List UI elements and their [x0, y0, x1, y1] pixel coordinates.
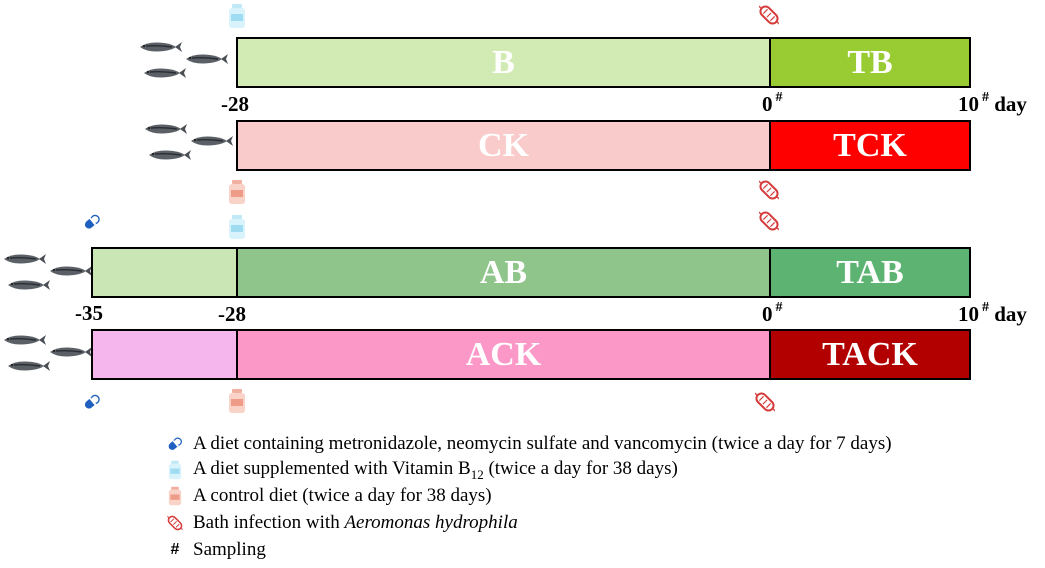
zebrafish-icon — [2, 250, 97, 300]
capsule-icon — [82, 212, 102, 238]
axis-top-tick-10-value: 10 — [958, 92, 979, 116]
axis-top-tick-0 — [762, 90, 783, 116]
sampling-mark: # — [982, 300, 989, 315]
legend-antibiotic-text: A diet containing metronidazole, neomycin sulfate and vancomycin (twice a day for 7 days) — [193, 433, 892, 454]
legend-item-control-diet — [165, 483, 492, 509]
legend-b12-subscript: 12 — [470, 466, 484, 482]
axis-top-tick-minus28: -28 — [221, 92, 249, 116]
zebrafish-icon — [143, 120, 238, 170]
axis-top-tick-0-value: 0 — [762, 92, 773, 116]
legend-b12-prefix: A diet supplemented with Vitamin B — [193, 457, 471, 479]
zebrafish-icon — [138, 38, 233, 88]
zebrafish-icon — [2, 331, 97, 381]
sampling-mark: # — [982, 90, 989, 105]
group-ck-bar — [236, 120, 771, 171]
legend-infection-text — [193, 512, 518, 534]
group-tab-bar — [769, 247, 971, 298]
legend-infection-prefix: Bath infection with — [193, 512, 345, 533]
axis-bottom-tick-0 — [762, 300, 783, 326]
group-tab-label: TAB — [836, 253, 904, 291]
legend-control-text: A control diet (twice a day for 38 days) — [193, 485, 492, 506]
bacterium-icon — [759, 177, 779, 203]
group-ack-bar — [236, 329, 771, 380]
group-tck-bar — [769, 120, 971, 171]
vitamin-bottle-icon — [165, 459, 185, 481]
bacterium-icon — [165, 512, 185, 534]
legend-item-vitamin-b12 — [165, 457, 678, 483]
axis-top-unit: day — [994, 92, 1027, 116]
group-ack-pre-bar — [91, 329, 238, 380]
group-b-label: B — [492, 43, 515, 81]
legend-item-antibiotic — [165, 431, 892, 457]
axis-bottom-tick-10-value: 10 — [958, 302, 979, 326]
axis-bottom-unit: day — [994, 302, 1027, 326]
legend-item-infection — [165, 510, 518, 536]
vitamin-bottle-icon — [227, 3, 247, 29]
group-b-bar — [236, 37, 771, 88]
axis-bottom-tick-minus28: -28 — [218, 302, 246, 326]
group-ab-bar — [236, 247, 771, 298]
bacterium-icon — [759, 2, 779, 28]
legend-b12-suffix: (twice a day for 38 days) — [483, 457, 678, 479]
capsule-icon — [165, 433, 185, 455]
sampling-symbol: # — [170, 541, 180, 558]
control-bottle-icon — [227, 179, 247, 205]
group-ab-pre-bar — [91, 247, 238, 298]
legend-infection-species: Aeromonas hydrophila — [344, 512, 518, 533]
group-ack-label: ACK — [465, 335, 542, 373]
group-tck-label: TCK — [833, 126, 907, 164]
axis-bottom-tick-minus35: -35 — [75, 301, 103, 325]
capsule-icon — [82, 392, 102, 418]
legend-item-sampling — [165, 537, 266, 563]
axis-bottom-tick-10 — [958, 300, 1027, 326]
axis-top-tick-10 — [958, 90, 1027, 116]
sampling-mark: # — [775, 300, 783, 315]
group-tack-label: TACK — [822, 335, 918, 373]
control-bottle-icon — [165, 485, 185, 507]
group-ab-label: AB — [479, 253, 528, 291]
group-tb-bar — [769, 37, 971, 88]
group-tb-label: TB — [847, 43, 893, 81]
bacterium-icon — [755, 389, 775, 415]
legend-b12-text — [193, 458, 678, 483]
group-ck-label: CK — [478, 126, 529, 164]
axis-bottom-tick-0-value: 0 — [762, 302, 773, 326]
bacterium-icon — [759, 208, 779, 234]
sampling-mark: # — [775, 90, 783, 105]
vitamin-bottle-icon — [227, 214, 247, 240]
group-tack-bar — [769, 329, 971, 380]
legend-sampling-text: Sampling — [193, 539, 266, 560]
control-bottle-icon — [227, 388, 247, 414]
